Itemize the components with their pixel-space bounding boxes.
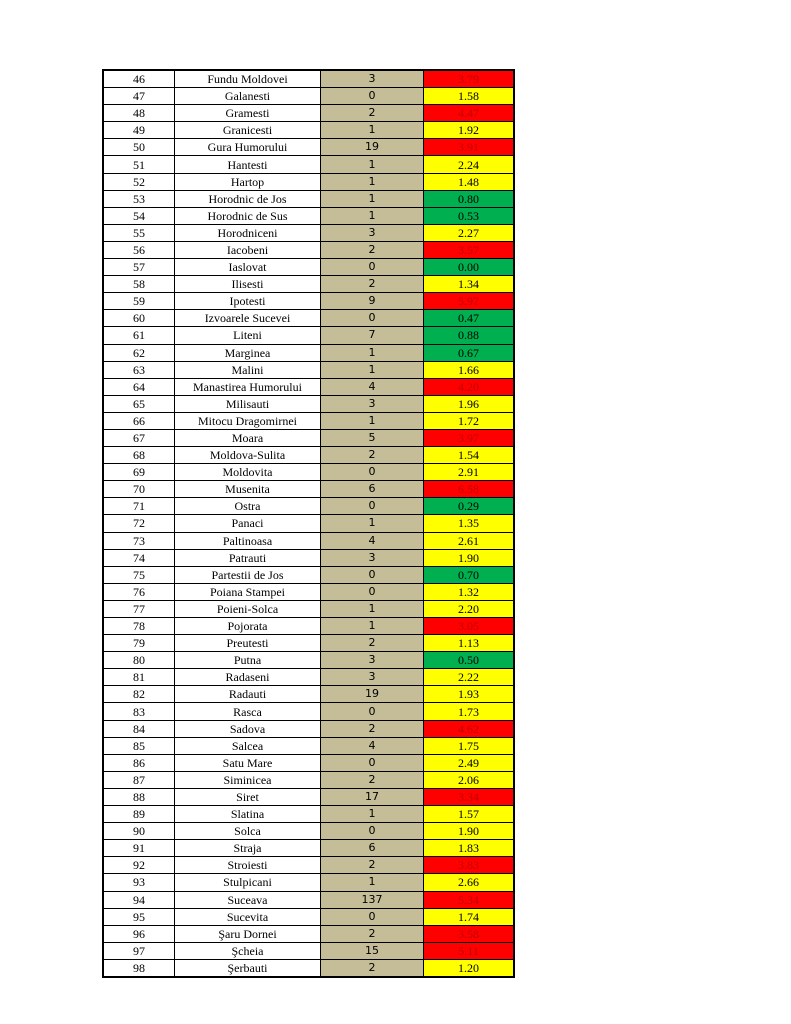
table-row [103,498,514,515]
table-row [103,532,514,549]
locality-name-cell: Iaslovat [175,259,321,276]
locality-name-cell: Moldova-Sulita [175,447,321,464]
locality-name-cell: Slatina [175,806,321,823]
case-count-cell: 2 [321,635,424,652]
table-row [103,173,514,190]
rate-cell: 1.72 [424,412,515,429]
table-row [103,635,514,652]
locality-name-cell: Siminicea [175,771,321,788]
rate-cell: 0.88 [424,327,515,344]
table-row [103,720,514,737]
table-row [103,959,514,977]
row-number-cell: 54 [103,207,175,224]
rate-cell: 1.66 [424,361,515,378]
rate-cell: 2.24 [424,156,515,173]
data-table [102,69,515,978]
case-count-cell: 2 [321,276,424,293]
row-number-cell: 69 [103,464,175,481]
locality-name-cell: Ilisesti [175,276,321,293]
table-row [103,549,514,566]
locality-name-cell: Siret [175,788,321,805]
table-row [103,70,514,88]
locality-name-cell: Moldovita [175,464,321,481]
row-number-cell: 91 [103,840,175,857]
case-count-cell: 0 [321,823,424,840]
table-row [103,840,514,857]
locality-name-cell: Pojorata [175,618,321,635]
locality-name-cell: Moara [175,429,321,446]
locality-name-cell: Milisauti [175,395,321,412]
locality-name-cell: Sadova [175,720,321,737]
row-number-cell: 87 [103,771,175,788]
table-row [103,823,514,840]
case-count-cell: 1 [321,361,424,378]
rate-cell: 3.97 [424,429,515,446]
table-row [103,942,514,959]
rate-cell: 1.90 [424,823,515,840]
row-number-cell: 75 [103,566,175,583]
rate-cell: 3.58 [424,925,515,942]
rate-cell: 1.73 [424,703,515,720]
table-row [103,618,514,635]
locality-name-cell: Ipotesti [175,293,321,310]
rate-cell: 2.27 [424,224,515,241]
table-row [103,686,514,703]
table-row [103,925,514,942]
rate-cell: 2.06 [424,771,515,788]
table-row [103,583,514,600]
row-number-cell: 82 [103,686,175,703]
case-count-cell: 6 [321,481,424,498]
locality-name-cell: Salcea [175,737,321,754]
row-number-cell: 74 [103,549,175,566]
rate-cell: 1.20 [424,959,515,977]
locality-name-cell: Hantesti [175,156,321,173]
case-count-cell: 0 [321,703,424,720]
rate-cell: 0.50 [424,652,515,669]
rate-cell: 2.49 [424,754,515,771]
locality-name-cell: Poiana Stampei [175,583,321,600]
locality-name-cell: Gramesti [175,105,321,122]
rate-cell: 1.90 [424,549,515,566]
case-count-cell: 1 [321,806,424,823]
table-row [103,156,514,173]
locality-name-cell: Putna [175,652,321,669]
case-count-cell: 2 [321,959,424,977]
case-count-cell: 1 [321,207,424,224]
table-row [103,481,514,498]
table-row [103,293,514,310]
table-row [103,703,514,720]
rate-cell: 4.47 [424,105,515,122]
rate-cell: 0.47 [424,310,515,327]
case-count-cell: 0 [321,464,424,481]
locality-name-cell: Panaci [175,515,321,532]
table-row [103,190,514,207]
rate-cell: 1.54 [424,447,515,464]
table-row [103,412,514,429]
rate-cell: 1.74 [424,908,515,925]
case-count-cell: 4 [321,532,424,549]
row-number-cell: 62 [103,344,175,361]
rate-cell: 4.20 [424,378,515,395]
case-count-cell: 2 [321,771,424,788]
rate-cell: 1.83 [424,840,515,857]
case-count-cell: 1 [321,412,424,429]
row-number-cell: 67 [103,429,175,446]
table-row [103,908,514,925]
row-number-cell: 49 [103,122,175,139]
locality-name-cell: Iacobeni [175,241,321,258]
case-count-cell: 9 [321,293,424,310]
row-number-cell: 81 [103,669,175,686]
row-number-cell: 59 [103,293,175,310]
locality-name-cell: Satu Mare [175,754,321,771]
rate-cell: 2.22 [424,669,515,686]
locality-name-cell: Horodnic de Sus [175,207,321,224]
locality-name-cell: Suceava [175,891,321,908]
table-row [103,669,514,686]
locality-name-cell: Gura Humorului [175,139,321,156]
locality-name-cell: Straja [175,840,321,857]
locality-name-cell: Şcheia [175,942,321,959]
case-count-cell: 2 [321,241,424,258]
row-number-cell: 96 [103,925,175,942]
row-number-cell: 58 [103,276,175,293]
row-number-cell: 83 [103,703,175,720]
locality-name-cell: Paltinoasa [175,532,321,549]
rate-cell: 1.75 [424,737,515,754]
rate-cell: 3.57 [424,241,515,258]
table-row [103,207,514,224]
table-row [103,276,514,293]
row-number-cell: 98 [103,959,175,977]
table-row [103,464,514,481]
locality-name-cell: Horodnic de Jos [175,190,321,207]
table-row [103,737,514,754]
case-count-cell: 17 [321,788,424,805]
row-number-cell: 46 [103,70,175,88]
row-number-cell: 55 [103,224,175,241]
case-count-cell: 15 [321,942,424,959]
case-count-cell: 4 [321,378,424,395]
table-row [103,806,514,823]
locality-name-cell: Stroiesti [175,857,321,874]
row-number-cell: 92 [103,857,175,874]
case-count-cell: 137 [321,891,424,908]
row-number-cell: 95 [103,908,175,925]
table-row [103,754,514,771]
locality-name-cell: Galanesti [175,88,321,105]
table-row [103,874,514,891]
locality-name-cell: Preutesti [175,635,321,652]
case-count-cell: 1 [321,173,424,190]
case-count-cell: 19 [321,686,424,703]
locality-name-cell: Partestii de Jos [175,566,321,583]
rate-cell: 2.91 [424,464,515,481]
rate-cell: 2.61 [424,532,515,549]
table-row [103,310,514,327]
rate-cell: 1.96 [424,395,515,412]
case-count-cell: 0 [321,908,424,925]
case-count-cell: 7 [321,327,424,344]
row-number-cell: 93 [103,874,175,891]
row-number-cell: 64 [103,378,175,395]
table-row [103,259,514,276]
row-number-cell: 72 [103,515,175,532]
locality-name-cell: Fundu Moldovei [175,70,321,88]
case-count-cell: 4 [321,737,424,754]
rate-cell: 1.48 [424,173,515,190]
rate-cell: 0.53 [424,207,515,224]
locality-name-cell: Radauti [175,686,321,703]
rate-cell: 3.83 [424,857,515,874]
case-count-cell: 1 [321,156,424,173]
row-number-cell: 79 [103,635,175,652]
locality-name-cell: Patrauti [175,549,321,566]
rate-cell: 0.80 [424,190,515,207]
row-number-cell: 61 [103,327,175,344]
rate-cell: 2.20 [424,600,515,617]
rate-cell: 0.70 [424,566,515,583]
case-count-cell: 1 [321,122,424,139]
locality-name-cell: Sucevita [175,908,321,925]
row-number-cell: 51 [103,156,175,173]
row-number-cell: 66 [103,412,175,429]
row-number-cell: 76 [103,583,175,600]
table-row [103,515,514,532]
case-count-cell: 3 [321,70,424,88]
rate-cell: 4.62 [424,720,515,737]
table-row [103,447,514,464]
row-number-cell: 97 [103,942,175,959]
rate-cell: 0.67 [424,344,515,361]
row-number-cell: 77 [103,600,175,617]
case-count-cell: 6 [321,840,424,857]
row-number-cell: 88 [103,788,175,805]
rate-cell: 1.35 [424,515,515,532]
row-number-cell: 50 [103,139,175,156]
row-number-cell: 89 [103,806,175,823]
case-count-cell: 0 [321,310,424,327]
row-number-cell: 68 [103,447,175,464]
table-row [103,122,514,139]
locality-name-cell: Ostra [175,498,321,515]
rate-cell: 0.29 [424,498,515,515]
rate-cell: 5.97 [424,293,515,310]
locality-name-cell: Malini [175,361,321,378]
locality-name-cell: Radaseni [175,669,321,686]
table-row [103,224,514,241]
rate-cell: 6.58 [424,481,515,498]
case-count-cell: 2 [321,105,424,122]
case-count-cell: 3 [321,669,424,686]
table-row [103,429,514,446]
case-count-cell: 3 [321,652,424,669]
row-number-cell: 94 [103,891,175,908]
rate-cell: 2.66 [424,874,515,891]
row-number-cell: 71 [103,498,175,515]
row-number-cell: 52 [103,173,175,190]
rate-cell: 1.57 [424,806,515,823]
case-count-cell: 2 [321,447,424,464]
table-row [103,600,514,617]
locality-name-cell: Granicesti [175,122,321,139]
table-row [103,361,514,378]
row-number-cell: 60 [103,310,175,327]
table-row [103,344,514,361]
table-body [103,70,514,977]
table-row [103,788,514,805]
locality-name-cell: Musenita [175,481,321,498]
rate-cell: 5.34 [424,891,515,908]
row-number-cell: 80 [103,652,175,669]
table-row [103,105,514,122]
case-count-cell: 1 [321,618,424,635]
row-number-cell: 47 [103,88,175,105]
row-number-cell: 70 [103,481,175,498]
case-count-cell: 2 [321,925,424,942]
table-row [103,771,514,788]
case-count-cell: 1 [321,874,424,891]
case-count-cell: 3 [321,395,424,412]
case-count-cell: 0 [321,583,424,600]
rate-cell: 0.00 [424,259,515,276]
case-count-cell: 3 [321,224,424,241]
locality-name-cell: Izvoarele Sucevei [175,310,321,327]
table-row [103,857,514,874]
case-count-cell: 5 [321,429,424,446]
locality-name-cell: Poieni-Solca [175,600,321,617]
locality-name-cell: Manastirea Humorului [175,378,321,395]
case-count-cell: 1 [321,190,424,207]
rate-cell: 3.91 [424,139,515,156]
case-count-cell: 0 [321,566,424,583]
locality-name-cell: Liteni [175,327,321,344]
table-row [103,88,514,105]
rate-cell: 3.79 [424,70,515,88]
row-number-cell: 73 [103,532,175,549]
locality-name-cell: Stulpicani [175,874,321,891]
rate-cell: 1.13 [424,635,515,652]
table-row [103,652,514,669]
table-row [103,241,514,258]
locality-name-cell: Mitocu Dragomirnei [175,412,321,429]
row-number-cell: 78 [103,618,175,635]
row-number-cell: 85 [103,737,175,754]
rate-cell: 1.93 [424,686,515,703]
table-row [103,139,514,156]
rate-cell: 1.34 [424,276,515,293]
case-count-cell: 19 [321,139,424,156]
rate-cell: 1.92 [424,122,515,139]
locality-name-cell: Solca [175,823,321,840]
rate-cell: 1.58 [424,88,515,105]
locality-name-cell: Rasca [175,703,321,720]
case-count-cell: 2 [321,720,424,737]
row-number-cell: 48 [103,105,175,122]
table-row [103,327,514,344]
case-count-cell: 1 [321,600,424,617]
case-count-cell: 0 [321,88,424,105]
row-number-cell: 65 [103,395,175,412]
case-count-cell: 1 [321,344,424,361]
rate-cell: 3.34 [424,788,515,805]
locality-name-cell: Horodniceni [175,224,321,241]
case-count-cell: 2 [321,857,424,874]
case-count-cell: 0 [321,498,424,515]
table-row [103,891,514,908]
rate-cell: 1.32 [424,583,515,600]
rate-cell: 5.11 [424,942,515,959]
row-number-cell: 53 [103,190,175,207]
case-count-cell: 0 [321,754,424,771]
case-count-cell: 0 [321,259,424,276]
table-row [103,566,514,583]
case-count-cell: 3 [321,549,424,566]
locality-name-cell: Marginea [175,344,321,361]
row-number-cell: 57 [103,259,175,276]
row-number-cell: 63 [103,361,175,378]
table-row [103,395,514,412]
locality-name-cell: Hartop [175,173,321,190]
row-number-cell: 90 [103,823,175,840]
locality-name-cell: Şerbauti [175,959,321,977]
row-number-cell: 56 [103,241,175,258]
row-number-cell: 86 [103,754,175,771]
table-row [103,378,514,395]
case-count-cell: 1 [321,515,424,532]
row-number-cell: 84 [103,720,175,737]
locality-name-cell: Şaru Dornei [175,925,321,942]
rate-cell: 3.05 [424,618,515,635]
